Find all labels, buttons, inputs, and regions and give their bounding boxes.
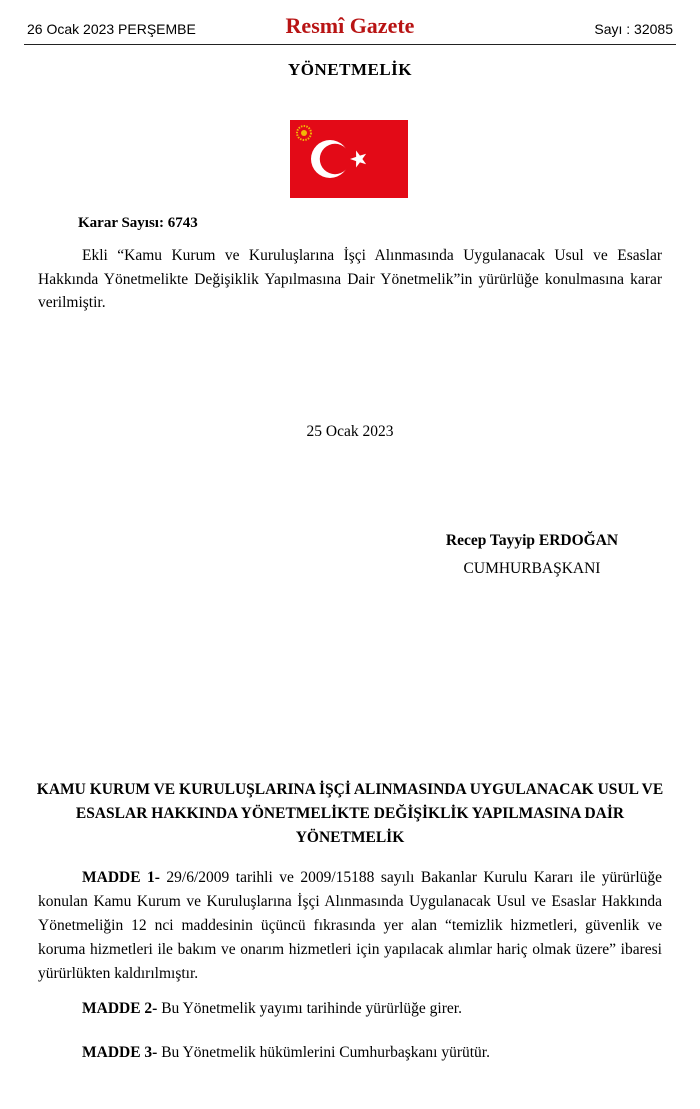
gazette-header <box>24 10 676 45</box>
gazette-title: Resmî Gazete <box>285 13 415 38</box>
article-text: Bu Yönetmelik yayımı tarihinde yürürlüğe girer. <box>161 1000 462 1017</box>
issue-number: Sayı : 32085 <box>594 21 673 37</box>
article-text: 29/6/2009 tarihli ve 2009/15188 sayılı Bakanlar Kurulu Kararı ile yürürlüğe konulan Kamu Kurum ve Kuruluşlarına İşçi Alınmasında Uygulanacak Usul ve Esaslar Hakkında Yönetmeliğin 12 nci maddesinin üçüncü fıkrasında yer alan “temizlik hizmetleri, güvenlik ve koruma hizmetleri ile bakım ve onarım hizmetleri için yapılacak alımlar hariç olmak üzere” ibaresi yürürlükten kaldırılmıştır. <box>38 869 663 982</box>
turkish-flag-icon <box>290 120 408 198</box>
signature-date: 25 Ocak 2023 <box>306 423 394 440</box>
signer-name: Recep Tayyip ERDOĞAN <box>445 532 619 549</box>
signer-title: CUMHURBAŞKANI <box>463 560 601 577</box>
article-2 <box>38 997 662 1021</box>
decision-number: Karar Sayısı: 6743 <box>78 215 198 231</box>
decision-text: Ekli “Kamu Kurum ve Kuruluşlarına İşçi Alınmasında Uygulanacak Usul ve Esaslar Hakkında Yönetmelikte Değişiklik Yapılmasına Dair Yönetmelik”in yürürlüğe konulmasına karar verilmiştir. <box>38 247 662 311</box>
regulation-title: KAMU KURUM VE KURULUŞLARINA İŞÇİ ALINMASINDA UYGULANACAK USUL VE ESASLAR HAKKINDA YÖNETMELİKTE DEĞİŞİKLİK YAPILMASINA DAİR YÖNETMELİK <box>36 781 664 846</box>
publication-date: 26 Ocak 2023 PERŞEMBE <box>27 21 196 37</box>
article-text: Bu Yönetmelik hükümlerini Cumhurbaşkanı yürütür. <box>161 1044 490 1061</box>
document-type: YÖNETMELİK <box>287 60 413 79</box>
article-label: MADDE 2- <box>82 1000 158 1017</box>
article-label: MADDE 1- <box>82 869 160 886</box>
article-3 <box>38 1041 662 1065</box>
article-label: MADDE 3- <box>82 1044 158 1061</box>
article-1 <box>38 866 662 986</box>
